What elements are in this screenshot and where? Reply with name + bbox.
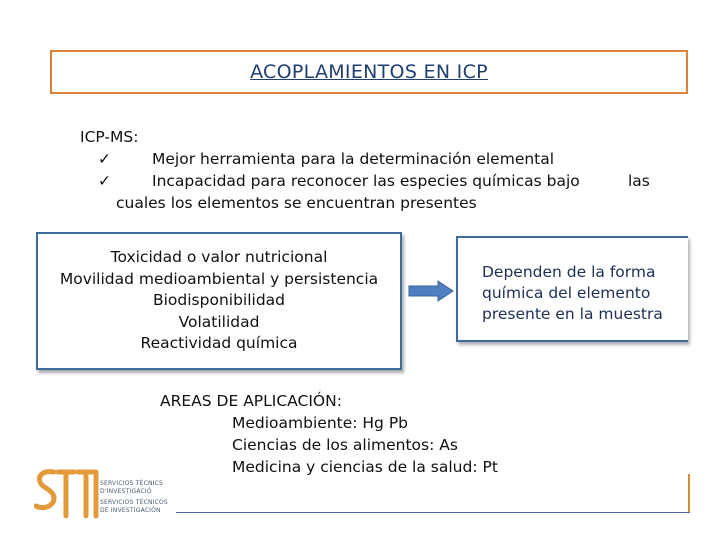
right-arrow-icon <box>408 280 454 302</box>
intro-continuation <box>80 192 690 214</box>
page-title: ACOPLAMIENTOS EN ICP <box>250 61 488 83</box>
logo-line: SERVICIOS TÉCNICOS <box>100 499 168 506</box>
title-box <box>50 50 688 94</box>
check-icon: ✓ <box>98 172 111 190</box>
logo-line: SERVICIOS TÈCNICS <box>100 480 164 487</box>
intro-heading-text: ICP-MS: <box>80 128 139 146</box>
logo-line: D'INVESTIGACIÓ <box>100 487 152 495</box>
intro-bullet-1 <box>80 148 690 170</box>
property-item: Movilidad medioambiental y persistencia <box>59 269 379 288</box>
logo-text <box>100 480 168 514</box>
dependence-line: presente en la muestra <box>482 305 663 323</box>
footer-corner-accent <box>688 474 690 512</box>
property-item: Toxicidad o valor nutricional <box>110 248 328 267</box>
intro-continuation-text: cuales los elementos se encuentran presentes <box>116 194 477 212</box>
intro-bullet-2-tail: las <box>628 172 650 190</box>
property-item: Reactividad química <box>140 334 298 353</box>
property-item: Volatilidad <box>178 312 260 331</box>
area-item: Medioambiente: Hg Pb <box>232 414 409 432</box>
intro-heading <box>80 126 690 148</box>
dependence-box <box>456 236 688 342</box>
dependence-line: química del elemento <box>482 284 651 302</box>
intro-bullet-1-text: Mejor herramienta para la determinación elemental <box>152 150 555 168</box>
property-item: Biodisponibilidad <box>152 291 286 310</box>
intro-bullet-2-text: Incapacidad para reconocer las especies químicas bajo <box>152 172 580 190</box>
area-item: Medicina y ciencias de la salud: Pt <box>232 458 498 476</box>
footer-divider <box>176 512 690 513</box>
check-icon: ✓ <box>98 150 111 168</box>
properties-box <box>36 232 402 370</box>
areas-section <box>160 390 498 478</box>
dependence-line: Dependen de la forma <box>482 263 656 281</box>
logo-line: DE INVESTIGACIÓN <box>100 506 161 514</box>
intro-bullet-2 <box>80 170 690 192</box>
areas-heading: AREAS DE APLICACIÓN: <box>160 392 342 410</box>
intro-section <box>80 126 690 214</box>
area-item: Ciencias de los alimentos: As <box>232 436 458 454</box>
